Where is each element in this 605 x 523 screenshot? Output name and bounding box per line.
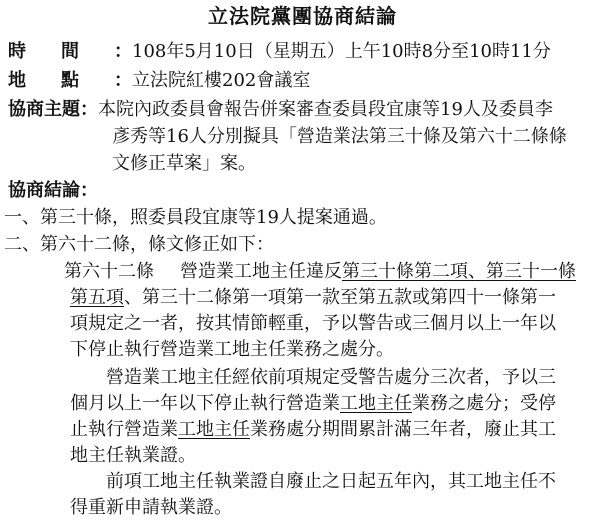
- article-name: 第六十二條: [64, 261, 154, 282]
- place-colon: ：: [114, 70, 132, 91]
- time-label: 時間: [8, 41, 114, 62]
- article-line-1-a: 營造業工地主任違反: [180, 261, 342, 282]
- para3-line-1: 前項工地主任執業證自廢止之日起五年內，其工地主任不: [106, 471, 556, 492]
- para2-line-2: [70, 391, 598, 417]
- para2-line-3-a: 止執行營造業: [70, 419, 178, 440]
- para2-line-2-c: 業務之處分；受停: [412, 393, 556, 414]
- para3-line-2: 得重新申請執業證。: [70, 497, 232, 518]
- conclusion-item-2: 二、第六十二條，條文修正如下：: [4, 234, 274, 255]
- conclusion-label: 協商結論：: [8, 180, 98, 201]
- topic-line-2: 彥秀等16人分別擬具「營造業法第三十條及第六十二條條: [112, 126, 567, 147]
- para2-line-3-b: 工地主任: [178, 419, 250, 440]
- article-line-2-a: 第五項: [70, 287, 124, 308]
- topic-line-3: 文修正草案」案。: [112, 153, 256, 174]
- para2-line-1: 營造業工地主任經依前項規定受警告處分三次者，予以三: [106, 367, 556, 388]
- place-label: 地點: [8, 70, 114, 91]
- article-line-2-b: 、第三十二條第一項第一款至第五款或第四十一條第一: [124, 287, 556, 308]
- article-line-1-b: 第三十條第二項、第三十一條: [342, 261, 576, 282]
- para2-line-3: [70, 417, 598, 443]
- para2-line-4: 地主任執業證。: [70, 445, 196, 466]
- conclusion-item-1: 一、第三十條，照委員段宜康等19人提案通過。: [4, 207, 387, 228]
- para2-line-3-c: 業務處分期間累計滿三年者，廢止其工: [250, 419, 556, 440]
- topic-colon: ：: [80, 99, 98, 120]
- article-line-2: [70, 285, 598, 311]
- para2-line-2-a: 個月以上一年以下停止執行營造業: [70, 393, 340, 414]
- page-title: 立法院黨團協商結論: [208, 4, 397, 28]
- para2-line-2-b: 工地主任: [340, 393, 412, 414]
- topic-row: [8, 97, 553, 123]
- place-row: [8, 68, 310, 94]
- time-row: [8, 39, 551, 65]
- place-value: 立法院紅樓202會議室: [132, 70, 311, 91]
- topic-label: 協商主題: [8, 99, 80, 120]
- article-line-4: 下停止執行營造業工地主任業務之處分。: [70, 339, 394, 360]
- article-line-1: [64, 259, 576, 285]
- time-value: 108年5月10日（星期五）上午10時8分至10時11分: [132, 41, 551, 62]
- topic-line-1: 本院內政委員會報告併案審查委員段宜康等19人及委員李: [98, 99, 553, 120]
- article-line-3: 項規定之一者，按其情節輕重，予以警告或三個月以上一年以: [70, 313, 556, 334]
- time-colon: ：: [114, 41, 132, 62]
